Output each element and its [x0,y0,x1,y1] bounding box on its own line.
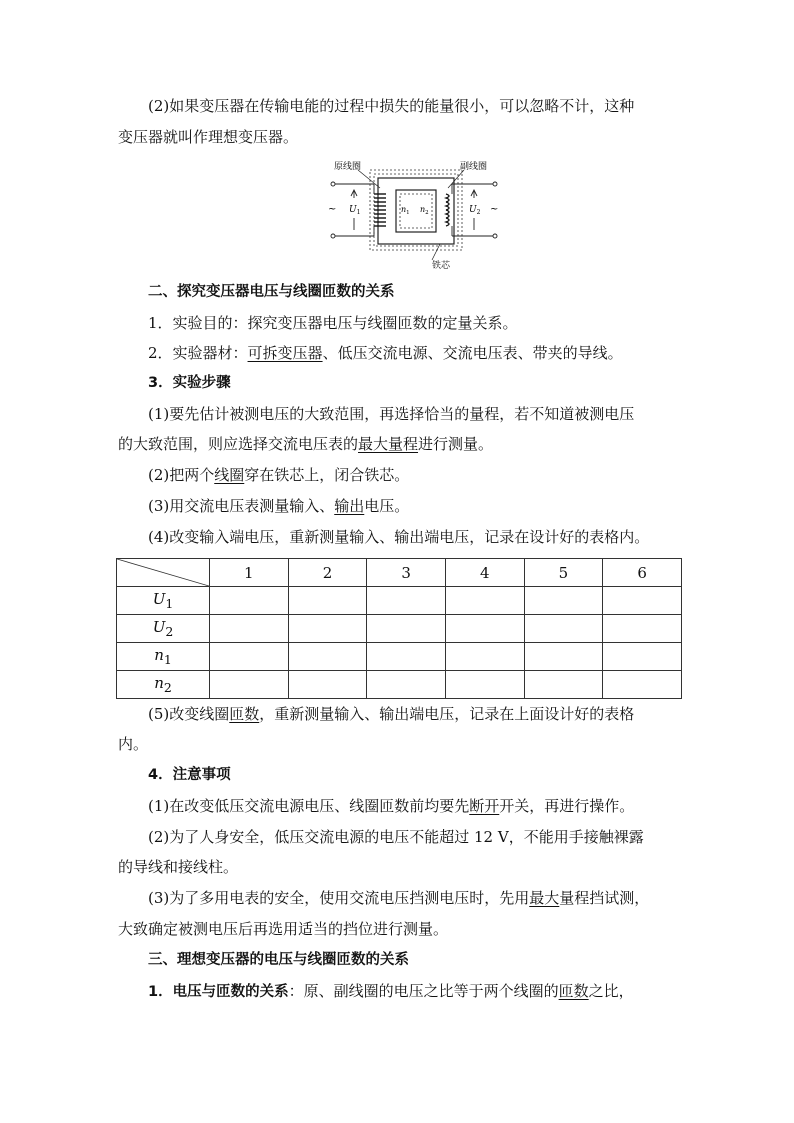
secondary-tilde: ~ [490,204,499,215]
step5-line2: 内。 [118,735,149,753]
primary-coil-label: 原线圈 [334,162,362,172]
table-row-label: $n_1$ [117,643,210,671]
table-cell [603,643,682,671]
secondary-coil-label: 副线圈 [460,162,488,172]
step1-line1: (1)要先估计被测电压的大致范围，再选择恰当的量程，若不知道被测电压 [148,405,635,423]
table-row [117,615,682,643]
table-cell [367,615,446,643]
table-cell [367,643,446,671]
table-col-header: 3 [367,559,446,587]
note1: (1)在改变低压交流电源电压、线圈匝数前均要先断开开关，再进行操作。 [148,797,635,815]
table-cell [524,671,603,699]
measurement-table [116,558,682,699]
note2-line1: (2)为了人身安全，低压交流电源的电压不能超过 12 V，不能用手接触裸露 [148,828,644,846]
table-cell [445,671,524,699]
table-cell [445,615,524,643]
s2-item4: 4．注意事项 [148,767,231,783]
table-col-header: 5 [524,559,603,587]
n1-label: $n_1$ [401,205,410,216]
note3-line2: 大致确定被测电压后再选用适当的挡位进行测量。 [118,920,449,938]
table-cell [524,615,603,643]
table-cell [288,587,367,615]
table-cell [288,671,367,699]
section3-heading: 三、理想变压器的电压与线圈匝数的关系 [148,952,409,968]
table-cell [288,615,367,643]
n2-label: $n_2$ [420,205,429,216]
terminal-left-bottom [331,234,335,238]
table-cell [445,643,524,671]
flux-line-mid [374,174,458,246]
table-cell [603,615,682,643]
step5-line1: (5)改变线圈匝数，重新测量输入、输出端电压，记录在上面设计好的表格 [148,705,635,723]
iron-core-outer [378,178,454,244]
table-corner-cell [117,559,210,587]
u2-label: $U_2$ [469,205,481,216]
diagonal-line [117,559,209,586]
transformer-diagram [328,156,500,270]
table-cell [210,643,289,671]
table-row [117,643,682,671]
table-cell [524,643,603,671]
ideal-transformer-line-2: 变压器就叫作理想变压器。 [118,128,299,146]
table-col-header: 2 [288,559,367,587]
table-cell [445,587,524,615]
step4: (4)改变输入端电压，重新测量输入、输出端电压，记录在设计好的表格内。 [148,528,650,546]
primary-label-pointer [358,170,380,188]
table-cell [210,671,289,699]
step2: (2)把两个线圈穿在铁芯上，闭合铁芯。 [148,466,410,484]
primary-tilde: ~ [328,204,337,215]
table-col-header: 6 [603,559,682,587]
table-row-label: $U_1$ [117,587,210,615]
ideal-transformer-line-1: (2)如果变压器在传输电能的过程中损失的能量很小，可以忽略不计，这种 [148,97,635,115]
primary-coil [374,194,386,226]
terminal-left-top [331,182,335,186]
table-row-label: $n_2$ [117,671,210,699]
secondary-coil [446,194,449,226]
section2-heading: 二、探究变压器电压与线圈匝数的关系 [148,284,395,300]
table-cell [603,587,682,615]
note2-line2: 的导线和接线柱。 [118,858,239,876]
table-cell [210,587,289,615]
table-col-header: 1 [210,559,289,587]
table-cell [524,587,603,615]
table-col-header: 4 [445,559,524,587]
table-cell [288,643,367,671]
u1-label: $U_1$ [349,205,361,216]
s3-item1: 1．电压与匝数的关系：原、副线圈的电压之比等于两个线圈的匝数之比， [148,982,634,1000]
s2-item2: 2．实验器材：可拆变压器、低压交流电源、交流电压表、带夹的导线。 [148,344,623,362]
s2-item1: 1．实验目的：探究变压器电压与线圈匝数的定量关系。 [148,314,518,332]
terminal-right-bottom [493,234,497,238]
table-cell [210,615,289,643]
step1-line2: 的大致范围，则应选择交流电压表的最大量程进行测量。 [118,435,494,453]
table-header-row [117,559,682,587]
iron-core-label: 铁芯 [432,261,451,270]
table-row [117,587,682,615]
note3-line1: (3)为了多用电表的安全，使用交流电压挡测电压时，先用最大量程挡试测， [148,889,650,907]
terminal-right-top [493,182,497,186]
s2-item3: 3．实验步骤 [148,375,231,391]
table-cell [367,587,446,615]
table-cell [603,671,682,699]
table-row [117,671,682,699]
table-cell [367,671,446,699]
table-row-label: $U_2$ [117,615,210,643]
step3: (3)用交流电压表测量输入、输出电压。 [148,497,410,515]
